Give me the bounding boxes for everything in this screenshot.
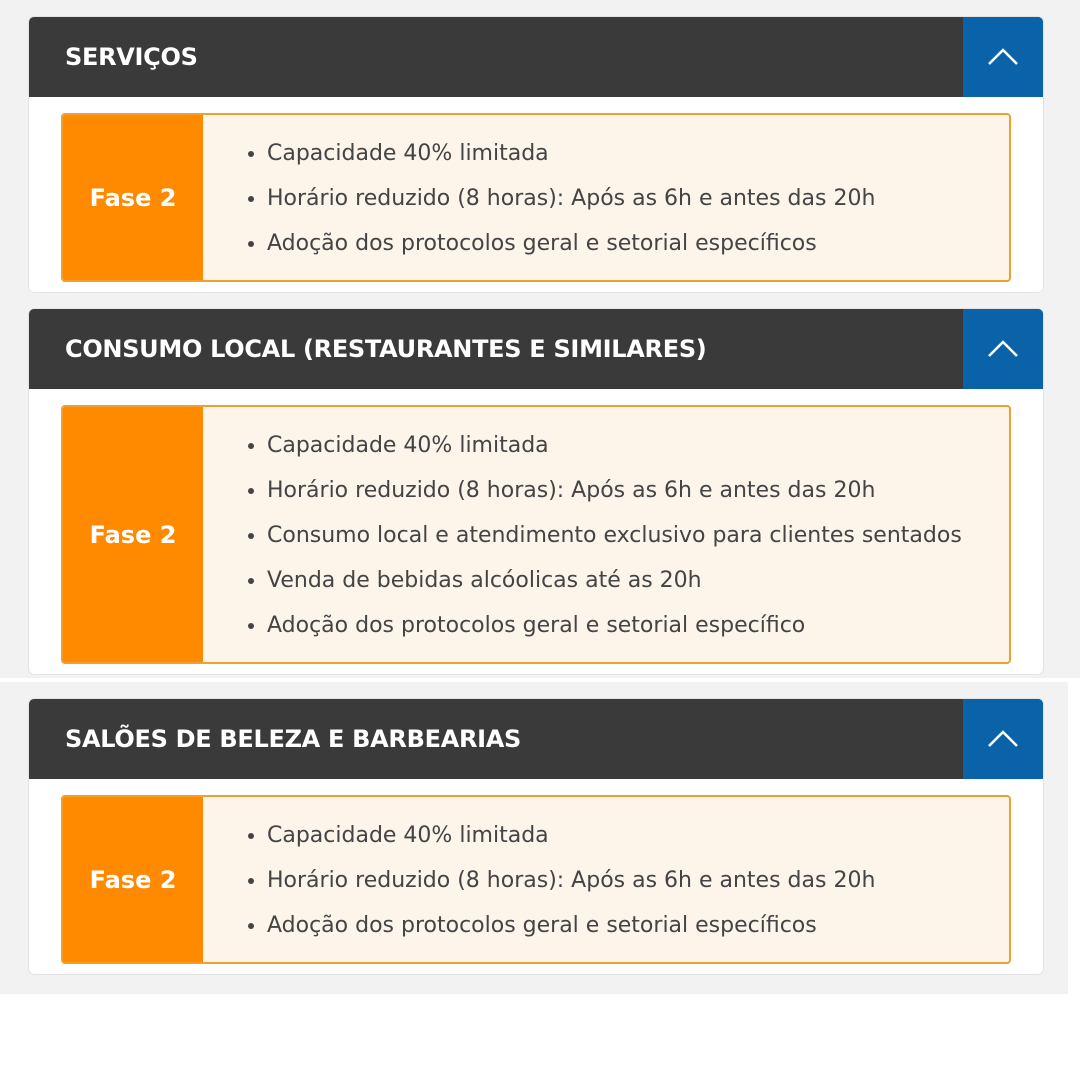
list-item: • Adoção dos protocolos geral e setorial específicos — [267, 903, 875, 948]
list-item: • Adoção dos protocolos geral e setorial específicos — [267, 221, 875, 266]
section-header[interactable] — [29, 699, 1043, 779]
phase-box — [61, 113, 1011, 282]
rules-list — [203, 797, 895, 962]
phase-label: Fase 2 — [63, 797, 203, 962]
accordion-section-consumo-local — [28, 308, 1044, 675]
rules-list — [203, 115, 895, 280]
chevron-up-icon — [987, 339, 1019, 359]
list-item: • Adoção dos protocolos geral e setorial específico — [267, 603, 962, 648]
section-title: CONSUMO LOCAL (RESTAURANTES E SIMILARES) — [65, 335, 707, 363]
collapse-button[interactable] — [963, 17, 1043, 97]
section-title: SALÕES DE BELEZA E BARBEARIAS — [65, 725, 522, 753]
list-item: • Horário reduzido (8 horas): Após as 6h e antes das 20h — [267, 176, 875, 221]
list-item: • Horário reduzido (8 horas): Após as 6h e antes das 20h — [267, 468, 962, 513]
section-title: SERVIÇOS — [65, 43, 198, 71]
chevron-up-icon — [987, 729, 1019, 749]
list-item: • Capacidade 40% limitada — [267, 131, 875, 176]
collapse-button[interactable] — [963, 309, 1043, 389]
list-item: • Horário reduzido (8 horas): Após as 6h e antes das 20h — [267, 858, 875, 903]
collapse-button[interactable] — [963, 699, 1043, 779]
list-item: • Capacidade 40% limitada — [267, 813, 875, 858]
chevron-up-icon — [987, 47, 1019, 67]
rules-list — [203, 407, 982, 662]
list-item: • Capacidade 40% limitada — [267, 423, 962, 468]
section-header[interactable] — [29, 17, 1043, 97]
phase-label: Fase 2 — [63, 407, 203, 662]
list-item: • Consumo local e atendimento exclusivo para clientes sentados — [267, 513, 962, 558]
phase-label: Fase 2 — [63, 115, 203, 280]
accordion-section-servicos — [28, 16, 1044, 293]
section-header[interactable] — [29, 309, 1043, 389]
phase-box — [61, 405, 1011, 664]
list-item: • Venda de bebidas alcóolicas até as 20h — [267, 558, 962, 603]
accordion-section-saloes — [28, 698, 1044, 975]
phase-box — [61, 795, 1011, 964]
